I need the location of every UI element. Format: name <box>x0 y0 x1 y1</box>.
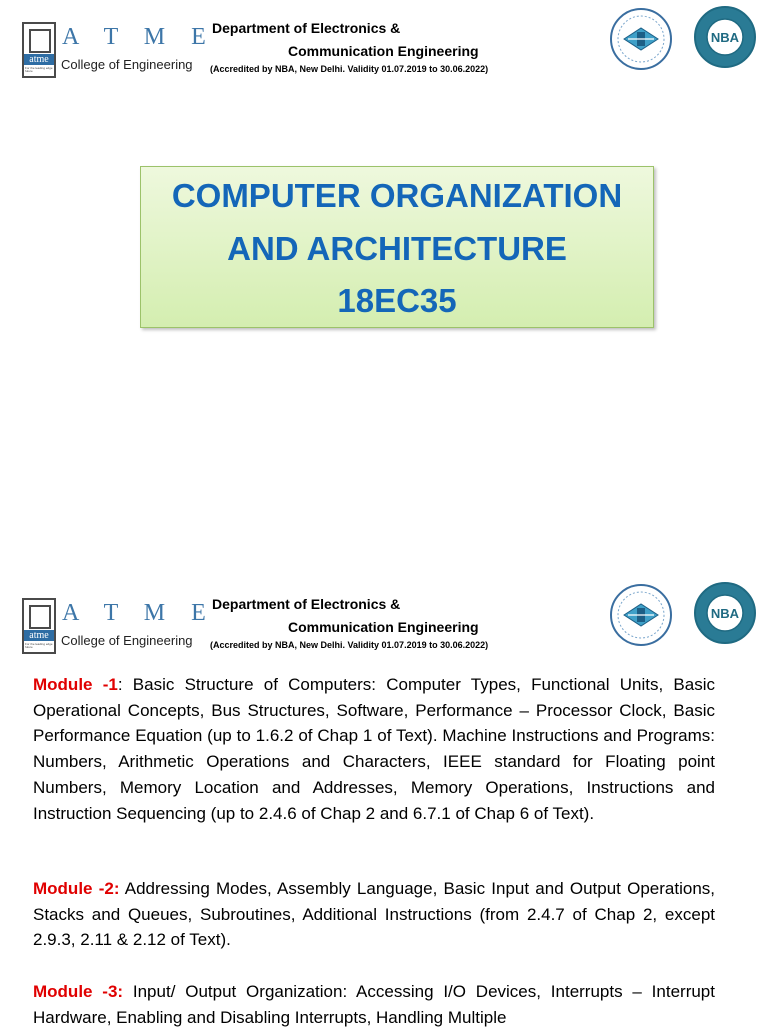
course-code: 18EC35 <box>337 282 457 319</box>
course-title-box <box>140 166 654 328</box>
module-1-label: Module -1 <box>33 675 118 694</box>
logo-tag: atme <box>24 630 54 641</box>
module-2-description <box>33 876 715 953</box>
college-name: College of Engineering <box>61 57 193 72</box>
module-3-text: Input/ Output Organization: Accessing I/O Devices, Interrupts – Interrupt Hardware, Enabling and Disabling Interrupts, Handling Multiple <box>33 982 715 1027</box>
university-seal-icon <box>610 584 672 646</box>
module-1-text: Basic Structure of Computers: Computer Types, Functional Units, Basic Operational Concepts, Bus Structures, Software, Performance – Processor Clock, Basic Performance Equation (up to 1.6.2 of Chap 1 of Text). Machine Instructions and Programs: Numbers, Arithmetic Operations and Characters, IEEE standard for Floating point Numbers, Memory Location and Addresses, Memory Operations, Instructions and Instruction Sequencing (up to 2.4.6 of Chap 2 and 6.7.1 of Chap 6 of Text). <box>33 675 715 823</box>
module-1-sep: : <box>117 675 123 694</box>
atme-wordmark: A T M E <box>62 600 216 626</box>
department-line2: Communication Engineering <box>288 619 479 635</box>
atme-wordmark: A T M E <box>62 24 216 50</box>
department-line1: Department of Electronics & <box>212 20 401 36</box>
nba-seal-text: NBA <box>710 30 740 45</box>
module-3-description <box>33 979 715 1030</box>
college-name: College of Engineering <box>61 633 193 648</box>
atme-logo-icon <box>22 22 56 78</box>
atme-logo-icon <box>22 598 56 654</box>
module-3-label: Module -3: <box>33 982 124 1001</box>
department-line1: Department of Electronics & <box>212 596 401 612</box>
accreditation-note: (Accredited by NBA, New Delhi. Validity 01.07.2019 to 30.06.2022) <box>210 640 489 650</box>
nba-seal-icon <box>694 582 756 644</box>
nba-seal-icon <box>694 6 756 68</box>
module-1-description <box>33 672 715 826</box>
nba-seal-text: NBA <box>710 606 740 621</box>
course-title-line2: AND ARCHITECTURE <box>227 230 567 267</box>
logo-tiny-text: For the leading edge future <box>25 642 53 649</box>
module-2-text: Addressing Modes, Assembly Language, Basic Input and Output Operations, Stacks and Queues, Subroutines, Additional Instructions (from 2.4.7 of Chap 2, except 2.9.3, 2.11 & 2.12 of Text). <box>33 879 715 950</box>
logo-tiny-text: For the leading edge future <box>25 66 53 73</box>
slide-syllabus <box>0 576 768 1027</box>
module-2-label: Module -2: <box>33 879 120 898</box>
logo-tag: atme <box>24 54 54 65</box>
department-line2: Communication Engineering <box>288 43 479 59</box>
university-seal-icon <box>610 8 672 70</box>
course-title-line1: COMPUTER ORGANIZATION <box>171 177 623 214</box>
accreditation-note: (Accredited by NBA, New Delhi. Validity 01.07.2019 to 30.06.2022) <box>210 64 489 74</box>
